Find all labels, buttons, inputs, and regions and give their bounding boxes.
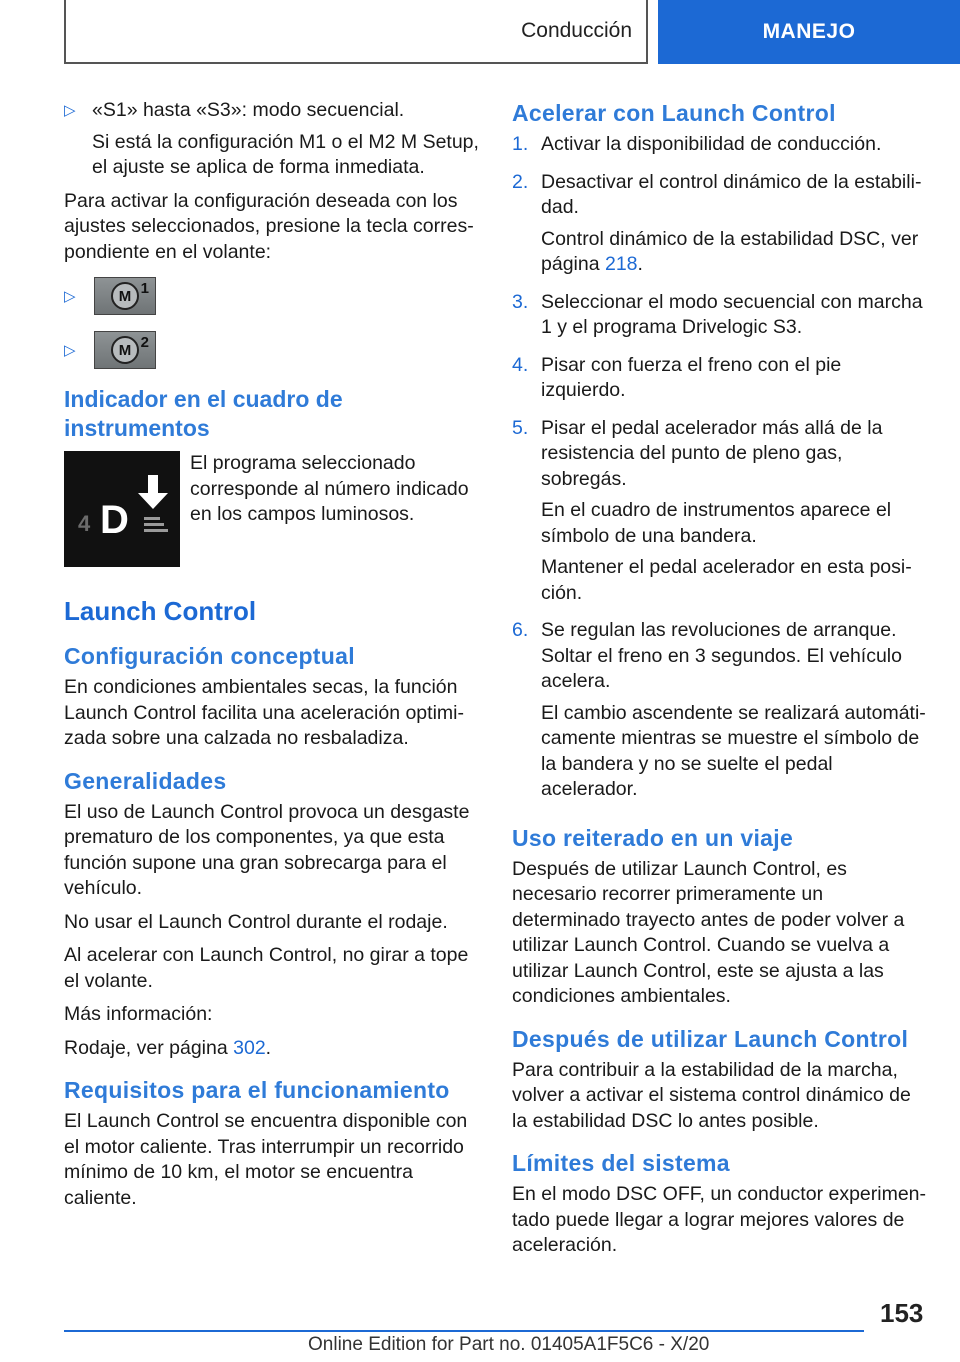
bullet-item <box>64 98 480 124</box>
step-text: Pisar el pedal acelerador más allá de la resistencia del punto de pleno gas, sobregás. <box>541 416 883 490</box>
step-number: 1. <box>512 133 529 155</box>
right-column <box>512 98 928 1267</box>
list-item <box>512 132 928 164</box>
indicator-text: El programa seleccionado corresponde al número indicado en los campos luminosos. <box>190 452 469 525</box>
general-p2: No usar el Launch Control durante el rodaje. <box>64 910 448 933</box>
step-subtext: Mantener el pedal acelerador en esta posición. <box>541 556 912 604</box>
header-section-title <box>64 0 648 64</box>
general-p4: Más información: <box>64 1003 213 1025</box>
limits-text: En el modo DSC OFF, un conductor experimentado puede llegar a lograr mejores valores de aceleración. <box>512 1183 927 1256</box>
bullet-text: «S1» hasta «S3»: modo secuencial. <box>92 99 405 121</box>
page-link-302[interactable]: 302 <box>233 1036 266 1059</box>
list-item <box>512 353 928 410</box>
step-number: 3. <box>512 290 529 313</box>
chapter-label: MANEJO <box>762 20 856 43</box>
triangle-bullet-icon: ▷ <box>64 288 76 305</box>
requirements-heading: Requisitos para el funcionamiento <box>64 1077 450 1103</box>
list-item <box>512 170 928 284</box>
left-column <box>64 98 480 1219</box>
gear-number: 4 <box>78 511 91 536</box>
general-p5 <box>64 1036 480 1062</box>
requirements-text: El Launch Control se encuentra disponible con el motor caliente. Tras interrumpir un recorrido mínimo de 10 km, el motor se encuentra caliente. <box>64 1110 468 1209</box>
m1-key-row <box>64 277 480 315</box>
reuse-heading: Uso reiterado en un viaje <box>512 824 794 851</box>
limits-heading: Límites del sistema <box>512 1150 730 1176</box>
ref-prefix: Rodaje, ver página <box>64 1036 234 1059</box>
bullet-note: Si está la configuración M1 o el M2 M Setup, el ajuste se aplica de forma inmediata. <box>92 130 479 178</box>
indicator-block <box>64 451 480 567</box>
step-number: 6. <box>512 619 529 641</box>
step-text: Seleccionar el modo secuencial con marcha 1 y el programa Drivelogic S3. <box>541 290 923 338</box>
step-text: Pisar con fuerza el freno con el pie izquierdo. <box>541 353 842 401</box>
triangle-bullet-icon: ▷ <box>64 102 76 119</box>
ref-prefix: Control dinámico de la estabilidad DSC, ver página <box>541 227 919 275</box>
ref-suffix: . <box>637 253 643 275</box>
list-item <box>512 618 928 809</box>
m2-button-icon <box>94 331 156 369</box>
launch-control-heading: Launch Control <box>64 596 257 626</box>
footer-divider <box>64 1330 864 1332</box>
step-subtext: El cambio ascendente se realizará automáticamente mientras se muestre el símbolo de la bandera y no se suelte el pedal acelerador. <box>541 701 926 800</box>
concept-text: En condiciones ambientales secas, la función Launch Control facilita una aceleración optimizada sobre una calzada no resbaladiza. <box>64 676 464 749</box>
m2-key-row <box>64 331 480 369</box>
reuse-text: Después de utilizar Launch Control, es necesario recorrer primeramente un determinado trayecto antes de poder volver a utilizar Launch Control. Cuando se vuelva a utilizar Launch Control, este se ajusta a las condiciones ambientales. <box>512 857 905 1007</box>
m-sup: 1 <box>140 280 149 297</box>
section-label: Conducción <box>521 19 632 42</box>
footer-edition: Online Edition for Part no. 01405A1F5C6 - X/20 <box>308 1334 710 1355</box>
header-chapter-tab <box>658 0 960 64</box>
indicator-heading: Indicador en el cuadro de instrumentos <box>64 386 343 441</box>
step-number: 4. <box>512 353 529 376</box>
m-label: M <box>111 282 139 310</box>
paragraph-activate: Para activar la configuración deseada con los ajustes seleccionados, presione la tecla correspondiente en el volante: <box>64 189 474 263</box>
general-p3: Al acelerar con Launch Control, no girar a tope el volante. <box>64 944 469 992</box>
step-text: Se regulan las revoluciones de arranque. Soltar el freno en 3 segundos. El vehículo acelera. <box>541 619 902 692</box>
step-subtext: En el cuadro de instrumentos aparece el símbolo de una bandera. <box>541 499 892 547</box>
after-text: Para contribuir a la estabilidad de la marcha, volver a activar el sistema control dinámico de la estabilidad DSC lo antes posible. <box>512 1058 911 1132</box>
ref-suffix: . <box>265 1036 272 1059</box>
accel-heading: Acelerar con Launch Control <box>512 100 836 126</box>
gear-indicator-icon <box>64 451 180 567</box>
gear-indicator-svg <box>64 451 180 567</box>
step-text: Desactivar el control dinámico de la estabilidad. <box>541 170 922 218</box>
steps-list <box>512 132 928 809</box>
step-number: 5. <box>512 416 529 439</box>
m-sup: 2 <box>140 334 149 351</box>
general-p1: El uso de Launch Control provoca un desgaste prematuro de los componentes, ya que esta función supone una gran sobrecarga para el vehículo. <box>64 800 470 899</box>
page-link-218[interactable]: 218 <box>604 253 638 275</box>
m-label: M <box>111 336 139 364</box>
step-subtext <box>541 227 928 278</box>
concept-heading: Configuración conceptual <box>64 643 355 669</box>
after-heading: Después de utilizar Launch Control <box>512 1025 909 1052</box>
list-item <box>512 416 928 613</box>
general-heading: Generalidades <box>64 767 227 794</box>
gear-letter: D <box>100 498 129 542</box>
m1-button-icon <box>94 277 156 315</box>
step-number: 2. <box>512 170 529 193</box>
list-item <box>512 290 928 347</box>
step-text: Activar la disponibilidad de conducción. <box>541 133 882 155</box>
page-number: 153 <box>880 1298 924 1328</box>
triangle-bullet-icon: ▷ <box>64 342 76 359</box>
arrow-down-icon <box>138 475 168 509</box>
